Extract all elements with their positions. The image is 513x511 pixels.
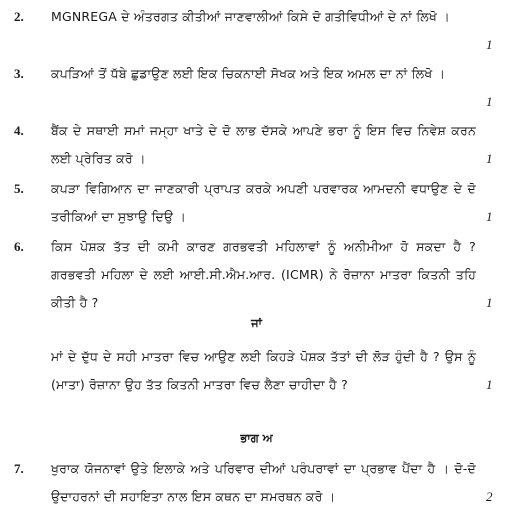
question-marks: 1 (486, 295, 493, 310)
question-marks: 1 (486, 37, 493, 52)
question-number: 3. (14, 66, 24, 81)
question-text: ਖੁਰਾਕ ਯੋਜਨਾਵਾਂ ਉਤੇ ਇਲਾਕੇ ਅਤੇ ਪਰਿਵਾਰ ਦੀਆਂ ਪਰੰਪਰਾਵਾਂ ਦਾ ਪ੍ਰਭਾਵ ਪੈਂਦਾ ਹੈ । ਦੋ-ਦੋ ਉਦਾਹਰਨਾਂ ਦੀ ਸਹਾਇਤਾ ਨਾਲ ਇਸ ਕਥਨ ਦਾ ਸਮਰਥਨ ਕਰੋ । (51, 461, 476, 504)
question-text: ਕਪੜਿਆਂ ਤੋਂ ਧੱਬੇ ਛੁਡਾਉਣ ਲਈ ਇਕ ਚਿਕਨਾਈ ਸੋਖਕ ਅਤੇ ਇਕ ਅਮਲ ਦਾ ਨਾਂ ਲਿਖੋ । (51, 66, 446, 81)
question-number: 6. (14, 239, 24, 254)
section-heading: ਭਾਗ ਅ (240, 431, 273, 445)
question-number: 5. (14, 181, 24, 196)
or-label: ਜਾਂ (251, 316, 262, 330)
question-marks: 1 (486, 94, 493, 109)
question-marks: 2 (486, 489, 493, 504)
question-text: ਬੈਂਕ ਦੇ ਸਥਾਈ ਸਮਾਂ ਜਮ੍ਹਾ ਖਾਤੇ ਦੇ ਦੋ ਲਾਭ ਦੱਸਕੇ ਆਪਣੇ ਭਰਾ ਨੂੰ ਇਸ ਵਿਚ ਨਿਵੇਸ਼ ਕਰਨ ਲਈ ਪ੍ਰੇਰਿਤ ਕਰੋ । (51, 123, 476, 166)
question-number: 7. (14, 461, 24, 476)
question-marks: 1 (486, 377, 493, 392)
question-marks: 1 (486, 209, 493, 224)
question-marks: 1 (486, 151, 493, 166)
question-number: 2. (14, 9, 24, 24)
question-text: ਮਾਂ ਦੇ ਦੁੱਧ ਦੇ ਸਹੀ ਮਾਤਰਾ ਵਿਚ ਆਉਣ ਲਈ ਕਿਹੜੇ ਪੋਸ਼ਕ ਤੱਤਾਂ ਦੀ ਲੋੜ ਹੁੰਦੀ ਹੈ ? ਉਸ ਨੂੰ (ਮਾਤਾ) ਰੋਜ਼ਾਨਾ ਉਹ ਤੱਤ ਕਿਤਨੀ ਮਾਤਰਾ ਵਿਚ ਲੈਣਾ ਚਾਹੀਦਾ ਹੈ ? (51, 349, 476, 392)
question-number: 4. (14, 123, 24, 138)
question-text: MGNREGA ਦੇ ਅੰਤਰਗਤ ਕੀਤੀਆਂ ਜਾਣਵਾਲੀਆਂ ਕਿਸੇ ਦੋ ਗਤੀਵਿਧੀਆਂ ਦੇ ਨਾਂ ਲਿਖੋ । (51, 9, 450, 24)
question-text: ਕਪੜਾ ਵਿਗਿਆਨ ਦਾ ਜਾਣਕਾਰੀ ਪ੍ਰਾਪਤ ਕਰਕੇ ਅਪਣੀ ਪਰਵਾਰਕ ਆਮਦਨੀ ਵਧਾਉਣ ਦੇ ਦੋ ਤਰੀਕਿਆਂ ਦਾ ਸੁਝਾਉ ਦਿਉ । (51, 181, 476, 224)
question-text: ਕਿਸ ਪੋਸ਼ਕ ਤੱਤ ਦੀ ਕਮੀ ਕਾਰਣ ਗਰਭਵਤੀ ਮਹਿਲਾਵਾਂ ਨੂੰ ਅਨੀਮੀਆ ਹੋ ਸਕਦਾ ਹੈ ? ਗਰਭਵਤੀ ਮਹਿਲਾ ਦੇ ਲਈ ਆਈ.ਸੀ.ਐਮ.ਆਰ. (ICMR) ਨੇ ਰੋਜ਼ਾਨਾ ਮਾਤਰਾ ਕਿਤਨੀ ਤਹਿ ਕੀਤੀ ਹੈ ? (51, 239, 476, 310)
